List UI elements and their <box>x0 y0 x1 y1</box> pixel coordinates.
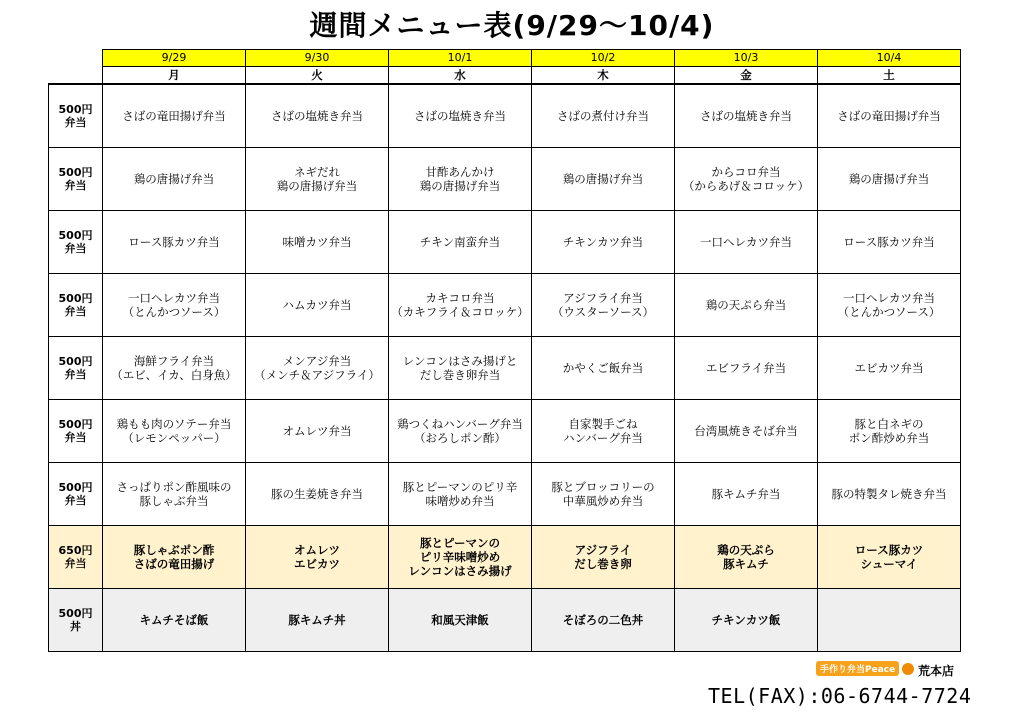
menu-item-cell: 鶏の唐揚げ弁当 <box>532 148 675 211</box>
price-cell <box>49 274 103 337</box>
price-label: 650円 <box>58 544 93 557</box>
category-label: 弁当 <box>64 494 87 507</box>
category-label: 弁当 <box>64 242 87 255</box>
menu-row <box>49 84 961 148</box>
menu-item-cell: 豚とピーマンのピリ辛 味噌炒め弁当 <box>389 463 532 526</box>
category-label: 弁当 <box>64 368 87 381</box>
price-label: 500円 <box>58 229 93 242</box>
menu-item-cell: 鶏の天ぷら 豚キムチ <box>675 526 818 589</box>
price-cell <box>49 211 103 274</box>
weekday-cell: 木 <box>532 67 675 85</box>
menu-row <box>49 589 961 652</box>
price-cell <box>49 463 103 526</box>
price-label: 500円 <box>58 355 93 368</box>
weekday-cell: 月 <box>103 67 246 85</box>
menu-item-cell: さばの煮付け弁当 <box>532 84 675 148</box>
menu-item-cell: 鶏の天ぷら弁当 <box>675 274 818 337</box>
date-cell: 10/2 <box>532 50 675 67</box>
price-label: 500円 <box>58 103 93 116</box>
price-label: 500円 <box>58 292 93 305</box>
price-cell <box>49 400 103 463</box>
menu-item-cell <box>818 589 961 652</box>
menu-item-cell: エビカツ弁当 <box>818 337 961 400</box>
date-cell: 10/1 <box>389 50 532 67</box>
menu-item-cell: 味噌カツ弁当 <box>246 211 389 274</box>
menu-row <box>49 211 961 274</box>
price-label: 500円 <box>58 418 93 431</box>
date-cell: 9/30 <box>246 50 389 67</box>
menu-item-cell: 豚と白ネギの ポン酢炒め弁当 <box>818 400 961 463</box>
menu-item-cell: アジフライ だし巻き卵 <box>532 526 675 589</box>
price-cell <box>49 148 103 211</box>
category-label: 弁当 <box>64 431 87 444</box>
menu-item-cell: 一口ヘレカツ弁当 （とんかつソース） <box>818 274 961 337</box>
menu-item-cell: 豚とピーマンの ピリ辛味噌炒め レンコンはさみ揚げ <box>389 526 532 589</box>
category-label: 弁当 <box>64 305 87 318</box>
menu-item-cell: 甘酢あんかけ 鶏の唐揚げ弁当 <box>389 148 532 211</box>
menu-item-cell: 豚とブロッコリーの 中華風炒め弁当 <box>532 463 675 526</box>
menu-item-cell: 一口ヘレカツ弁当 <box>675 211 818 274</box>
menu-item-cell: 一口ヘレカツ弁当 （とんかつソース） <box>103 274 246 337</box>
menu-item-cell: 鶏もも肉のソテー弁当 （レモンペッパー） <box>103 400 246 463</box>
menu-item-cell: からコロ弁当 （からあげ＆コロッケ） <box>675 148 818 211</box>
price-label: 500円 <box>58 481 93 494</box>
category-label: 丼 <box>70 620 81 633</box>
menu-item-cell: さばの塩焼き弁当 <box>675 84 818 148</box>
menu-row <box>49 526 961 589</box>
date-cell: 10/4 <box>818 50 961 67</box>
menu-row <box>49 463 961 526</box>
menu-item-cell: 豚の特製タレ焼き弁当 <box>818 463 961 526</box>
weekday-cell: 金 <box>675 67 818 85</box>
menu-item-cell: 鶏の唐揚げ弁当 <box>818 148 961 211</box>
price-cell <box>49 337 103 400</box>
menu-item-cell: さばの竜田揚げ弁当 <box>818 84 961 148</box>
price-cell <box>49 84 103 148</box>
weekly-menu-table <box>48 49 961 652</box>
menu-item-cell: レンコンはさみ揚げと だし巻き卵弁当 <box>389 337 532 400</box>
menu-item-cell: チキンカツ弁当 <box>532 211 675 274</box>
menu-item-cell: ハムカツ弁当 <box>246 274 389 337</box>
date-header-row <box>49 50 961 67</box>
category-label: 弁当 <box>64 116 87 129</box>
menu-item-cell: さばの竜田揚げ弁当 <box>103 84 246 148</box>
category-label: 弁当 <box>64 557 87 570</box>
category-label: 弁当 <box>64 179 87 192</box>
menu-item-cell: さっぱりポン酢風味の 豚しゃぶ弁当 <box>103 463 246 526</box>
store-name: 荒本店 <box>918 664 955 678</box>
price-label: 500円 <box>58 166 93 179</box>
menu-item-cell: 豚しゃぶポン酢 さばの竜田揚げ <box>103 526 246 589</box>
menu-item-cell: 豚の生姜焼き弁当 <box>246 463 389 526</box>
weekday-cell: 火 <box>246 67 389 85</box>
menu-item-cell: 豚キムチ丼 <box>246 589 389 652</box>
menu-item-cell: メンアジ弁当 （メンチ＆アジフライ） <box>246 337 389 400</box>
menu-row <box>49 337 961 400</box>
menu-item-cell: かやくご飯弁当 <box>532 337 675 400</box>
date-cell: 9/29 <box>103 50 246 67</box>
menu-item-cell: 鶏の唐揚げ弁当 <box>103 148 246 211</box>
menu-item-cell: 自家製手ごね ハンバーグ弁当 <box>532 400 675 463</box>
menu-item-cell: オムレツ弁当 <box>246 400 389 463</box>
menu-item-cell: アジフライ弁当 （ウスターソース） <box>532 274 675 337</box>
price-cell <box>49 526 103 589</box>
page-title: 週間メニュー表(9/29～10/4) <box>309 9 715 42</box>
menu-item-cell: ロース豚カツ シューマイ <box>818 526 961 589</box>
menu-item-cell: キムチそば飯 <box>103 589 246 652</box>
weekday-cell: 土 <box>818 67 961 85</box>
menu-row <box>49 274 961 337</box>
menu-item-cell: チキン南蛮弁当 <box>389 211 532 274</box>
logo-mark-icon <box>902 663 914 675</box>
menu-item-cell: チキンカツ飯 <box>675 589 818 652</box>
menu-item-cell: ロース豚カツ弁当 <box>818 211 961 274</box>
weekday-cell: 水 <box>389 67 532 85</box>
menu-item-cell: さばの塩焼き弁当 <box>389 84 532 148</box>
menu-row <box>49 148 961 211</box>
menu-row <box>49 400 961 463</box>
menu-item-cell: ロース豚カツ弁当 <box>103 211 246 274</box>
logo-text: 手作り弁当Peace <box>816 661 899 676</box>
weekday-header-row <box>49 67 961 85</box>
menu-item-cell: ネギだれ 鶏の唐揚げ弁当 <box>246 148 389 211</box>
date-cell: 10/3 <box>675 50 818 67</box>
menu-item-cell: さばの塩焼き弁当 <box>246 84 389 148</box>
menu-item-cell: エビフライ弁当 <box>675 337 818 400</box>
menu-item-cell: そぼろの二色丼 <box>532 589 675 652</box>
menu-item-cell: カキコロ弁当 （カキフライ＆コロッケ） <box>389 274 532 337</box>
price-cell <box>49 589 103 652</box>
price-label: 500円 <box>58 607 93 620</box>
menu-item-cell: 豚キムチ弁当 <box>675 463 818 526</box>
menu-item-cell: 海鮮フライ弁当 （エビ、イカ、白身魚） <box>103 337 246 400</box>
menu-item-cell: 鶏つくねハンバーグ弁当 （おろしポン酢） <box>389 400 532 463</box>
menu-item-cell: 和風天津飯 <box>389 589 532 652</box>
phone-number: TEL(FAX):06-6744-7724 <box>708 684 972 708</box>
menu-item-cell: オムレツ エビカツ <box>246 526 389 589</box>
menu-item-cell: 台湾風焼きそば弁当 <box>675 400 818 463</box>
shop-logo <box>816 661 914 676</box>
